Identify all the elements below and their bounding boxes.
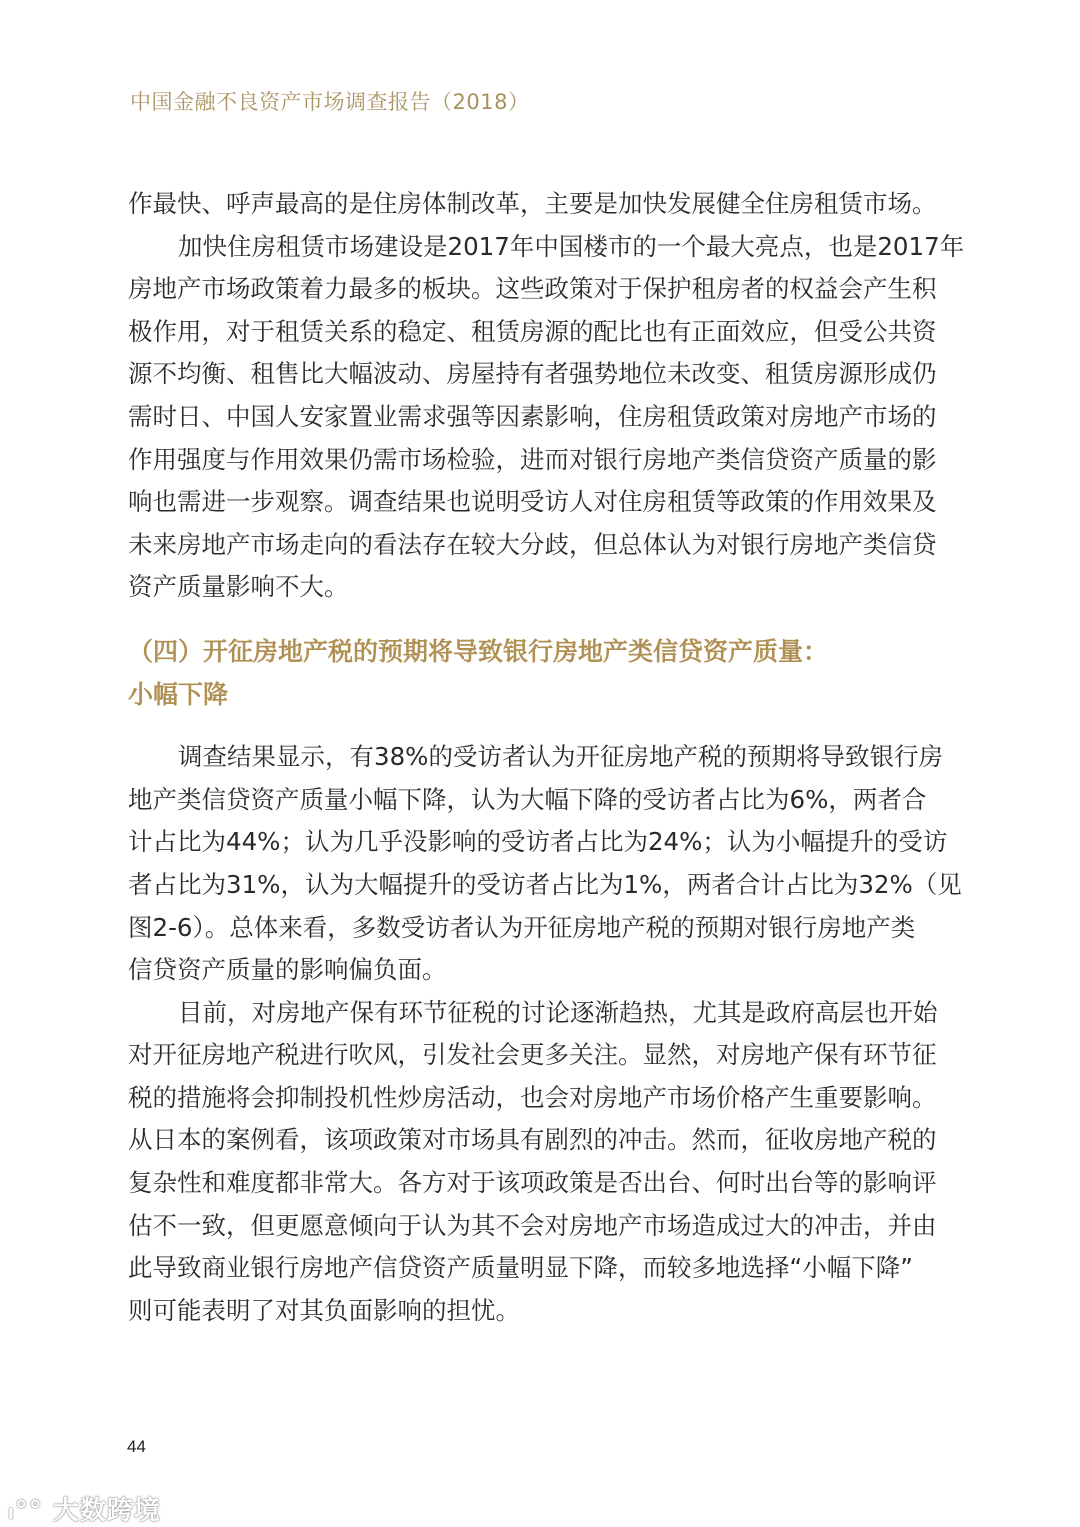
- section-heading: [128, 631, 958, 716]
- text-line: 响也需进一步观察。调查结果也说明受访人对住房租赁等政策的作用效果及: [128, 487, 937, 517]
- text-line: 极作用，对于租赁关系的稳定、租赁房源的配比也有正面效应，但受公共资: [128, 316, 937, 346]
- text-line: 则可能表明了对其负面影响的担忧。: [128, 1295, 520, 1325]
- text-line: 作用强度与作用效果仍需市场检验，进而对银行房地产类信贷资产质量的影: [128, 444, 937, 474]
- text-line: 需时日、中国人安家置业需求强等因素影响，住房租赁政策对房地产市场的: [128, 401, 937, 431]
- text-line: 图2-6）。总体来看，多数受访者认为开征房地产税的预期对银行房地产类: [128, 912, 916, 942]
- paragraph: [128, 736, 962, 992]
- text-line: 者占比为31%，认为大幅提升的受访者占比为1%，两者合计占比为32%（见: [128, 869, 962, 899]
- running-head: 中国金融不良资产市场调查报告（2018）: [130, 90, 530, 114]
- section-heading-line: 小幅下降: [128, 679, 229, 709]
- page-body: [128, 183, 965, 1332]
- text-line: 地产类信贷资产质量小幅下降，认为大幅下降的受访者占比为6%，两者合: [128, 784, 927, 814]
- text-line: 未来房地产市场走向的看法存在较大分歧，但总体认为对银行房地产类信贷: [128, 529, 937, 559]
- section-heading-line: （四）开征房地产税的预期将导致银行房地产类信贷资产质量：: [128, 636, 829, 666]
- text-line: 对开征房地产税进行吹风，引发社会更多关注。显然，对房地产保有环节征: [128, 1040, 937, 1070]
- watermark-text: 大数跨境: [52, 1496, 161, 1526]
- text-line: 估不一致，但更愿意倾向于认为其不会对房地产市场造成过大的冲击，并由: [128, 1210, 937, 1240]
- text-line: 税的措施将会抑制投机性炒房活动，也会对房地产市场价格产生重要影响。: [128, 1082, 937, 1112]
- text-line: 目前，对房地产保有环节征税的讨论逐渐趋热，尤其是政府高层也开始: [178, 997, 938, 1027]
- watermark-icon: ₗ°°: [8, 1496, 43, 1526]
- text-line: 房地产市场政策着力最多的板块。这些政策对于保护租房者的权益会产生积: [128, 274, 937, 304]
- paragraph: [128, 183, 958, 226]
- text-line: 从日本的案例看，该项政策对市场具有剧烈的冲击。然而，征收房地产税的: [128, 1125, 937, 1155]
- text-line: 加快住房租赁市场建设是2017年中国楼市的一个最大亮点，也是2017年: [178, 231, 965, 261]
- text-line: 信贷资产质量的影响偏负面。: [128, 955, 447, 985]
- text-line: 此导致商业银行房地产信贷资产质量明显下降，而较多地选择“小幅下降”: [128, 1253, 913, 1283]
- page-number: 44: [127, 1437, 146, 1456]
- text-line: 资产质量影响不大。: [128, 572, 349, 602]
- text-line: 源不均衡、租售比大幅波动、房屋持有者强势地位未改变、租赁房源形成仍: [128, 359, 937, 389]
- paragraphs-after: [128, 736, 962, 1332]
- text-line: 复杂性和难度都非常大。各方对于该项政策是否出台、何时出台等的影响评: [128, 1168, 937, 1198]
- paragraphs-before: [128, 183, 965, 609]
- watermark-logo: [8, 1490, 161, 1527]
- paragraph: [128, 226, 965, 609]
- text-line: 计占比为44%；认为几乎没影响的受访者占比为24%；认为小幅提升的受访: [128, 827, 948, 857]
- paragraph: [128, 992, 958, 1333]
- text-line: 作最快、呼声最高的是住房体制改革，主要是加快发展健全住房租赁市场。: [128, 189, 937, 218]
- text-line: 调查结果显示，有38%的受访者认为开征房地产税的预期将导致银行房: [178, 742, 943, 772]
